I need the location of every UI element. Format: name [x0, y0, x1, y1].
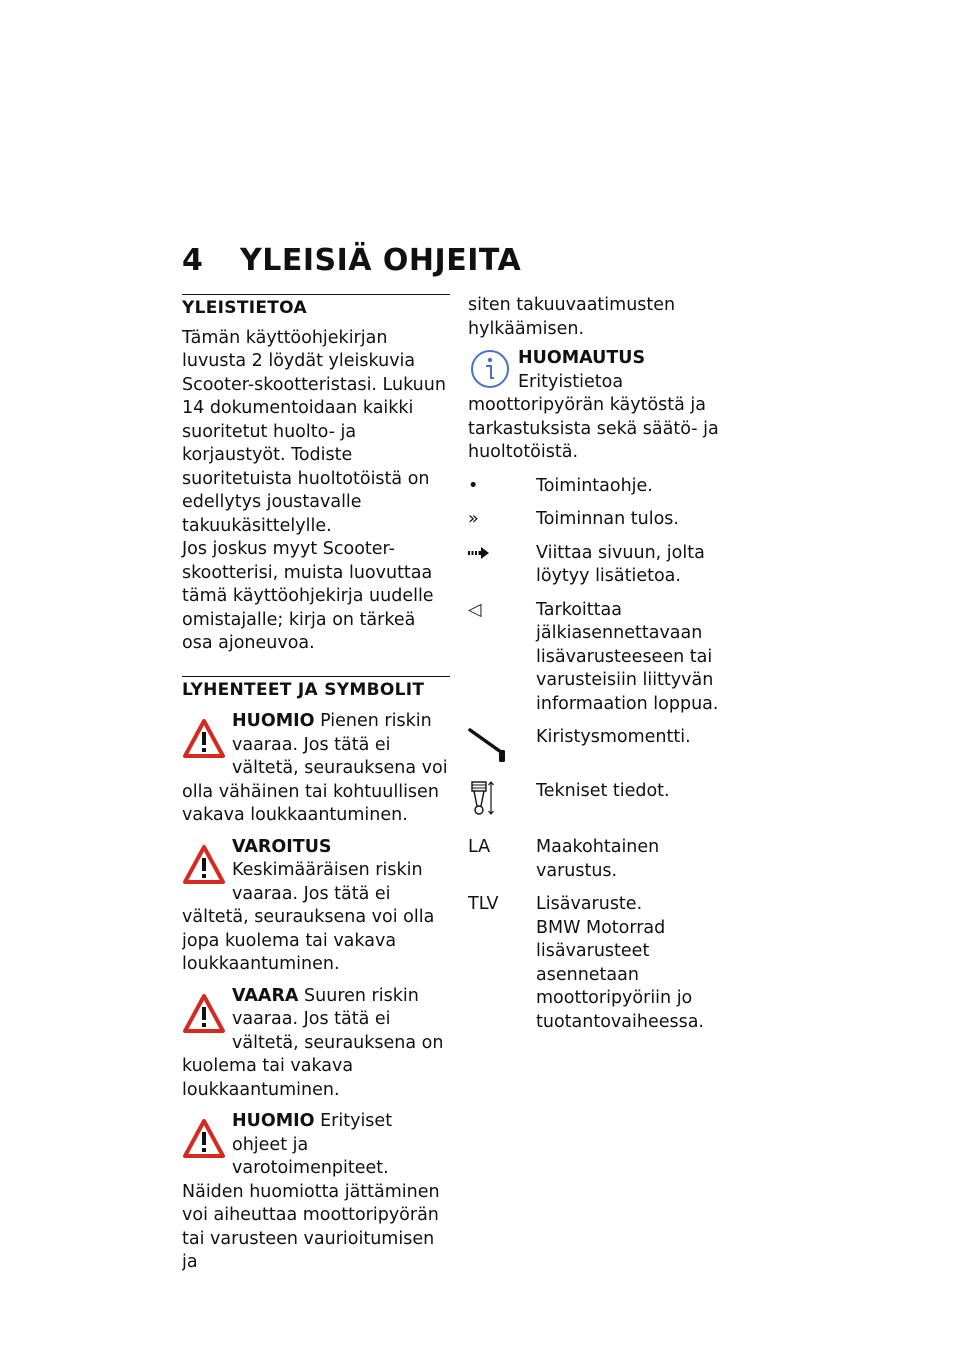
- warning-text: Pienen riskin vaaraa. Jos tätä ei vältetä, seurauksena voi olla vähäinen tai kohtuullisen vakava loukkaantuminen.: [182, 711, 448, 825]
- symbol-row: [468, 780, 730, 818]
- symbol-description: Toimintaohje.: [536, 475, 653, 496]
- section-rule: [182, 676, 450, 677]
- right-column: [468, 294, 730, 1034]
- abbreviation-tlv: TLV: [468, 894, 499, 914]
- bullet-icon: •: [468, 475, 479, 496]
- left-column: [182, 294, 450, 1275]
- chapter-title-text: YLEISIÄ OHJEITA: [240, 243, 522, 278]
- warning-keyword: VAARA: [232, 985, 299, 1006]
- section-heading-general: YLEISTIETOA: [182, 298, 307, 318]
- torque-wrench-icon: [468, 726, 512, 764]
- symbol-row: [468, 542, 730, 589]
- warning-block-vaara: [182, 985, 450, 1103]
- symbol-description: Lisävaruste.: [536, 894, 643, 914]
- symbol-description: Tarkoittaa jälkiasennettavaan lisävarusteeseen tai varusteisiin liittyvän informaation loppua.: [536, 599, 719, 714]
- symbol-description: Maakohtainen varustus.: [536, 837, 660, 881]
- symbol-description: Viittaa sivuun, jolta löytyy lisätietoa.: [536, 542, 705, 586]
- end-marker-icon: ◁: [468, 599, 482, 620]
- note-keyword: HUOMAUTUS: [518, 348, 646, 368]
- general-paragraph-2: Jos joskus myyt Scooter-skootterisi, muista luovuttaa tämä käyttöohjekirja uudelle omistajalle; kirja on tärkeä osa ajoneuvoa.: [182, 539, 434, 653]
- result-arrow-icon: »: [468, 509, 479, 529]
- warning-keyword: HUOMIO: [232, 711, 315, 731]
- warning-triangle-icon: [182, 844, 226, 886]
- section-heading-abbrev: LYHENTEET JA SYMBOLIT: [182, 679, 425, 700]
- warning-keyword: HUOMIO: [232, 1111, 315, 1131]
- symbol-row: [468, 508, 730, 532]
- page-reference-arrow-icon: [468, 546, 490, 560]
- symbol-description-extra: BMW Motorrad lisävarusteet asennetaan moottoripyöriin jo tuotantovaiheessa.: [536, 917, 704, 1032]
- abbreviation-la: LA: [468, 837, 491, 857]
- warning-block-huomio-2: [182, 1110, 450, 1275]
- symbol-row: [468, 726, 730, 764]
- symbol-description: Kiristysmomentti.: [536, 727, 691, 747]
- section-rule: [182, 294, 450, 295]
- chapter-number: 4: [182, 243, 204, 278]
- symbol-row: [468, 599, 730, 717]
- info-icon: [468, 347, 512, 393]
- warning-triangle-icon: [182, 718, 226, 760]
- symbol-row: [468, 836, 730, 883]
- general-paragraph-1: Tämän käyttöohjekirjan luvusta 2 löydät yleiskuvia Scooter-skootteristasi. Lukuun 14 dokumentoidaan kaikki suoritetut huolto- ja korjaustyöt. Todiste suoritetuista huoltotöistä on edellytys joustavalle takuukäsittelylle.: [182, 327, 446, 536]
- continuation-text: siten takuuvaatimusten hylkäämisen.: [468, 295, 676, 339]
- symbol-description: Toiminnan tulos.: [536, 509, 679, 529]
- warning-block-varoitus: [182, 836, 450, 977]
- warning-text: Suuren riskin vaaraa. Jos tätä ei vältetä, seurauksena on kuolema tai vakava loukkaantuminen.: [182, 985, 444, 1100]
- symbol-row: [468, 893, 730, 1034]
- symbol-description: Tekniset tiedot.: [536, 781, 670, 801]
- warning-text: Erityiset ohjeet ja varotoimenpiteet. Näiden huomiotta jättäminen voi aiheuttaa moottoripyörän tai varusteen vaurioitumisen ja: [182, 1111, 440, 1272]
- warning-triangle-icon: [182, 993, 226, 1035]
- warning-block-huomio: [182, 710, 450, 828]
- warning-text: Keskimääräisen riskin vaaraa. Jos tätä ei vältetä, seurauksena voi olla jopa kuolema tai vakava loukkaantuminen.: [182, 860, 435, 974]
- chapter-title: [182, 243, 521, 278]
- technical-data-icon: [468, 780, 496, 818]
- note-text: Erityistietoa moottoripyörän käytöstä ja tarkastuksista sekä säätö- ja huoltotöistä.: [468, 371, 719, 462]
- symbol-row: [468, 475, 730, 499]
- warning-triangle-icon: [182, 1118, 226, 1160]
- warning-keyword: VAROITUS: [232, 836, 332, 857]
- note-block: [468, 347, 730, 465]
